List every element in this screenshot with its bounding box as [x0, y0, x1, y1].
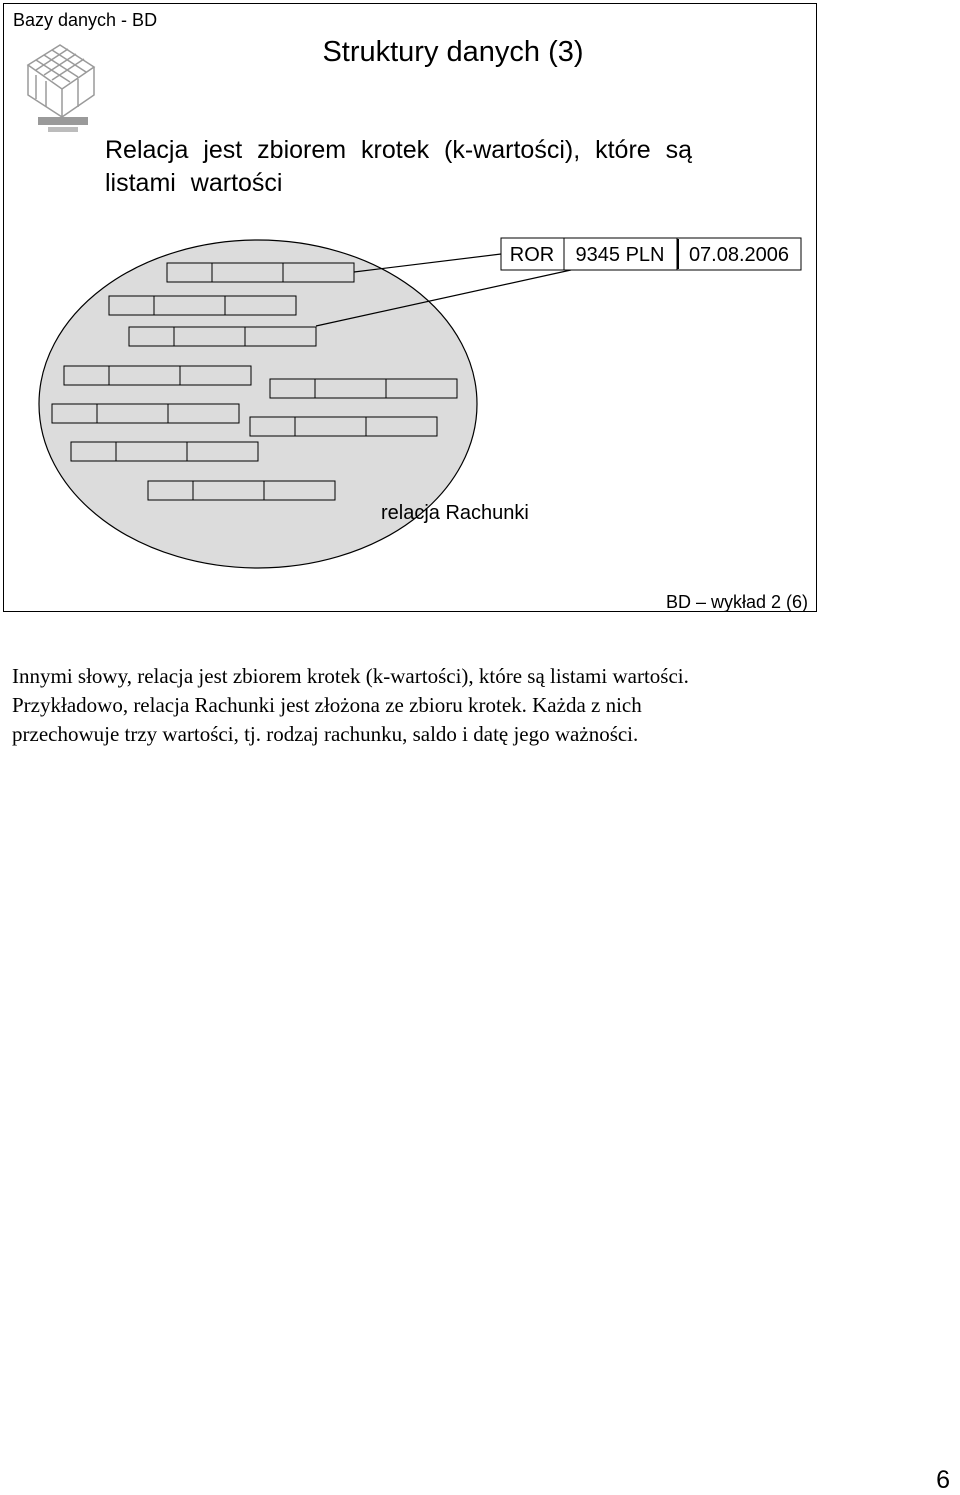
tuple-cell-balance-text: 9345 PLN: [575, 244, 665, 266]
tuple-row: [167, 263, 354, 282]
slide: [3, 3, 817, 612]
slide-title: Struktury danych (3): [322, 36, 584, 68]
page-number: 6: [936, 1466, 950, 1494]
tuple-row: [129, 327, 316, 346]
slide-subtitle: Relacja jest zbiorem krotek (k-wartości), które są listami wartości: [105, 136, 693, 197]
notes-line: przechowuje trzy wartości, tj. rodzaj rachunku, saldo i datę jego ważności.: [12, 722, 639, 746]
notes-text: [12, 662, 812, 749]
tuple-row: [148, 481, 335, 500]
tuple-row: [64, 366, 251, 385]
tuple-row: [250, 417, 437, 436]
tuple-cell-ror-text: ROR: [509, 244, 555, 266]
tuple-row: [109, 296, 296, 315]
slide-footer: BD – wykład 2 (6): [665, 592, 808, 612]
slide-header: Bazy danych - BD: [13, 10, 158, 30]
tuple-row: [52, 404, 239, 423]
relation-label: relacja Rachunki: [381, 502, 529, 524]
tuple-detail: [501, 238, 801, 270]
notes-line: Innymi słowy, relacja jest zbiorem krotek (k-wartości), które są listami wartości.: [12, 664, 689, 688]
tuple-row: [71, 442, 258, 461]
relation-diagram: [4, 4, 816, 611]
notes-line: Przykładowo, relacja Rachunki jest złożona ze zbioru krotek. Każda z nich: [12, 693, 642, 717]
tuple-row: [270, 379, 457, 398]
tuple-cell-date-text: 07.08.2006: [688, 244, 790, 266]
